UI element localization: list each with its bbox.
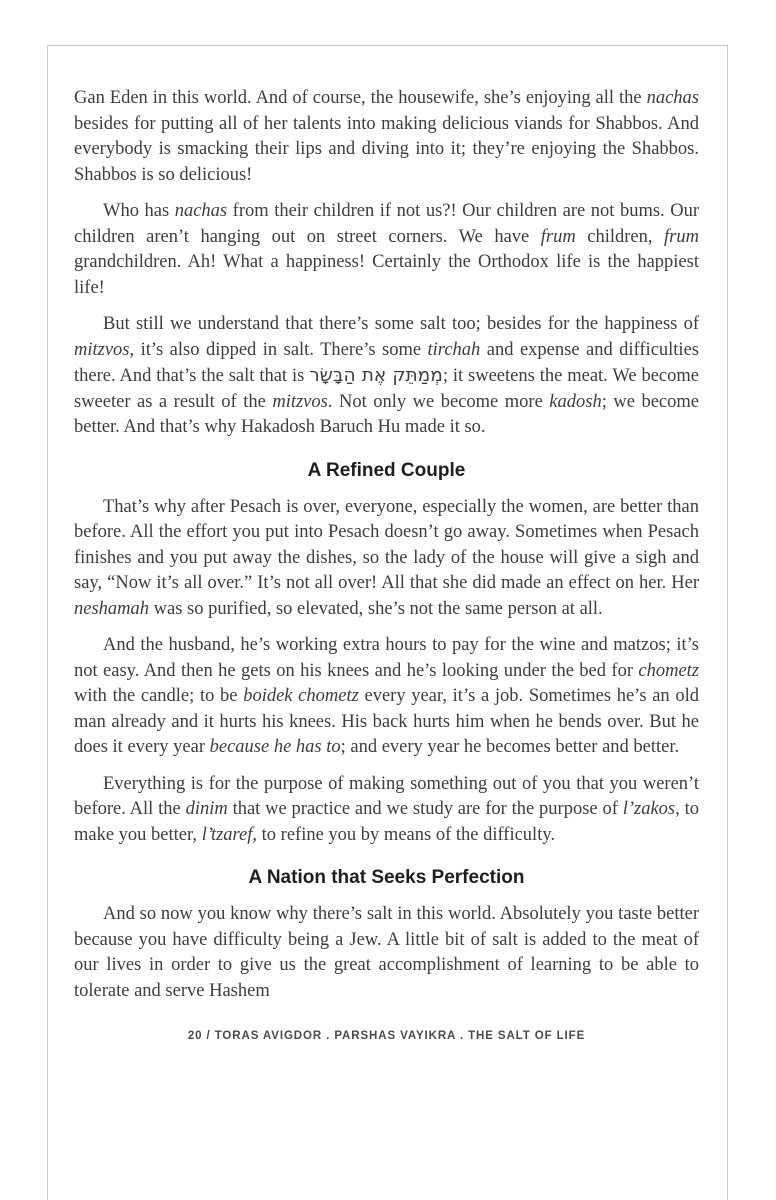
hebrew-phrase: מְמַתֵּק אֶת הַבָּשָׂר — [309, 365, 443, 386]
text-run: besides for putting all of her talents into making delicious viands for Shabbos. And everybody is smacking their lips and diving into it; they’re enjoying the Shabbos. Shabbos is so delicious! — [74, 113, 699, 185]
text-run: Everything is for the purpose of making something out of you that you weren’t before. All the — [74, 773, 699, 819]
italic-term: neshamah — [74, 598, 150, 619]
italic-term: boidek chometz — [243, 686, 359, 706]
text-run: every year, it’s a job. Sometimes he’s an old man already and it hurts his knees. His back hurts him when he bends over. But he does it every year — [74, 686, 699, 757]
text-run: and expense and difficulties there. And that’s the salt that is — [74, 339, 699, 386]
text-run: was so purified, so elevated, she’s not the same person at all. — [149, 598, 603, 619]
footer-text: 20 / TORAS AVIGDOR . PARSHAS VAYIKRA . THE SALT OF LIFE — [187, 1030, 586, 1042]
paragraph — [74, 495, 699, 623]
italic-term: tirchah — [427, 339, 481, 360]
text-run: And the husband, he’s working extra hours to pay for the wine and matzos; it’s not easy. And then he gets on his knees and he’s looking under the bed for — [74, 635, 699, 681]
paragraph — [74, 312, 699, 441]
italic-term: dinim — [185, 799, 228, 819]
italic-term: mitzvos — [272, 391, 328, 412]
italic-term: because he has to — [209, 737, 341, 757]
text-run: with the candle; to be — [74, 686, 244, 706]
italic-term: frum — [540, 226, 576, 247]
text-run: And so now you know why there’s salt in this world. Absolutely you taste better because you have difficulty being a Jew. A little bit of salt is added to the meat of our lives in order to give us the great accomplishment of learning to be able to tolerate and serve Hashem — [74, 904, 699, 1001]
text-run: Who has — [103, 201, 175, 221]
text-run: ; it sweetens the meat. We become sweeter as a result of the — [74, 366, 699, 412]
page-frame — [47, 45, 728, 1200]
text-run: , it’s also dipped in salt. There’s some — [129, 339, 428, 360]
italic-term: mitzvos — [74, 339, 130, 360]
text-run: ; and every year he becomes better and better. — [340, 737, 680, 757]
italic-term: l’tzaref — [201, 824, 253, 845]
document-body — [74, 86, 699, 1004]
page-footer — [74, 1030, 699, 1042]
text-run: ; we become better. And that’s why Hakadosh Baruch Hu made it so. — [74, 391, 699, 437]
paragraph — [74, 199, 699, 301]
text-run: , to refine you by means of the difficulty. — [252, 824, 556, 845]
italic-term: chometz — [638, 660, 699, 681]
text-run: But still we understand that there’s some salt too; besides for the happiness of — [103, 314, 699, 334]
text-run: from their children if not us?! Our children are not bums. Our children aren’t hanging out on street corners. We have — [74, 201, 699, 247]
text-run: Gan Eden in this world. And of course, the housewife, she’s enjoying all the — [74, 88, 647, 108]
text-run: , to make you better, — [74, 799, 699, 845]
italic-term: nachas — [174, 201, 228, 221]
paragraph — [74, 633, 699, 761]
italic-term: nachas — [646, 88, 699, 108]
text-run: That’s why after Pesach is over, everyone, especially the women, are better than before. All the effort you put into Pesach doesn’t go away. Sometimes when Pesach finishes and you put away the dishes, so the lady of the house will give a sigh and say, “Now it’s all over.” It’s not all over! All that she did made an effect on her. Her — [74, 496, 699, 593]
italic-term: kadosh — [549, 391, 602, 412]
text-run: . Not only we become more — [327, 391, 550, 412]
text-run: children, — [575, 226, 665, 247]
paragraph — [74, 86, 699, 188]
italic-term: frum — [664, 226, 699, 247]
section-heading: A Refined Couple — [307, 459, 466, 481]
paragraph — [74, 772, 699, 849]
text-run: grandchildren. Ah! What a happiness! Certainly the Orthodox life is the happiest life! — [74, 252, 699, 298]
paragraph — [74, 902, 699, 1004]
italic-term: l’zakos — [622, 799, 676, 819]
section-heading: A Nation that Seeks Perfection — [248, 867, 525, 888]
text-run: that we practice and we study are for the purpose of — [227, 799, 623, 819]
